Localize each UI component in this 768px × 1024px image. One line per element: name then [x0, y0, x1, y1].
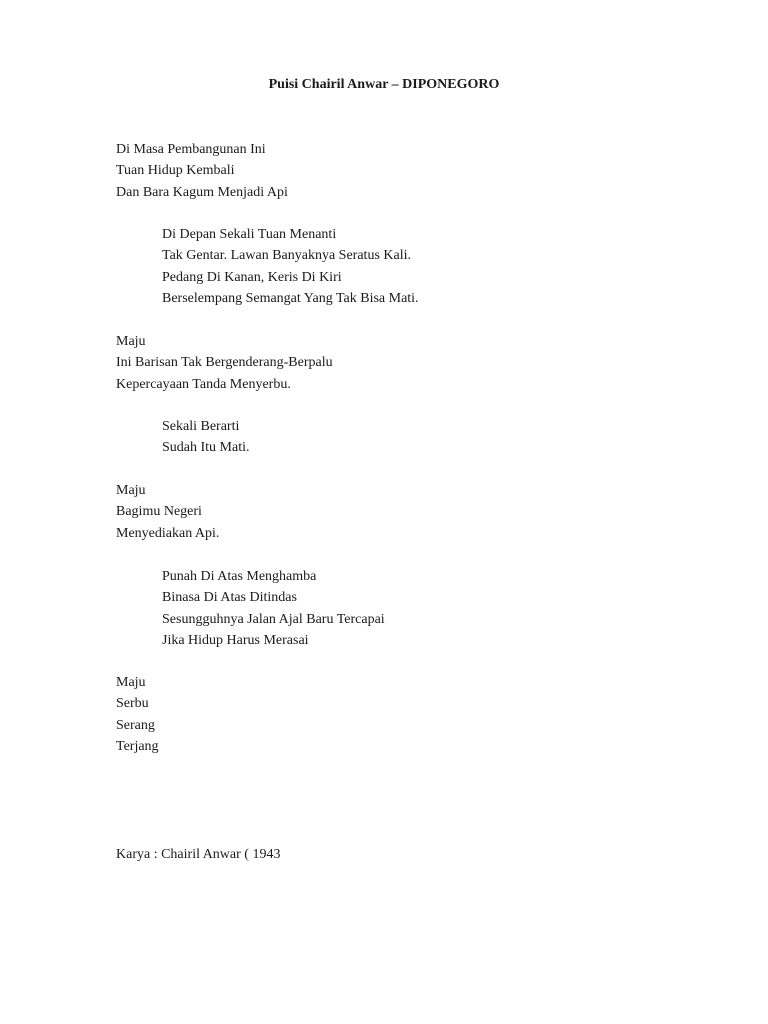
poem-line: Sekali Berarti [162, 419, 240, 434]
stanza-6 [162, 566, 385, 651]
poem-line: Pedang Di Kanan, Keris Di Kiri [162, 269, 342, 285]
poem-line: Kepercayaan Tanda Menyerbu. [116, 376, 291, 392]
poem-line: Maju [116, 483, 146, 498]
poem-line: Tuan Hidup Kembali [116, 163, 235, 179]
stanza-2 [162, 224, 419, 309]
stanza-4 [162, 416, 250, 459]
author-credit: Karya : Chairil Anwar ( 1943 [116, 847, 281, 862]
poem-line: Sudah Itu Mati. [162, 440, 250, 456]
poem-line: Binasa Di Atas Ditindas [162, 590, 297, 606]
stanza-5 [116, 480, 219, 544]
poem-line: Di Masa Pembangunan Ini [116, 142, 266, 157]
poem-line: Sesungguhnya Jalan Ajal Baru Tercapai [162, 611, 385, 627]
poem-line: Terjang [116, 738, 159, 754]
poem-line: Berselempang Semangat Yang Tak Bisa Mati. [162, 290, 419, 306]
poem-line: Serang [116, 717, 155, 733]
poem-line: Serbu [116, 696, 149, 712]
poem-line: Ini Barisan Tak Bergenderang-Berpalu [116, 355, 333, 371]
stanza-3 [116, 331, 333, 395]
stanza-7 [116, 672, 159, 757]
poem-line: Maju [116, 675, 146, 690]
poem-line: Maju [116, 334, 146, 349]
page-title: Puisi Chairil Anwar – DIPONEGORO [268, 77, 500, 92]
poem-line: Bagimu Negeri [116, 504, 202, 520]
poem-line: Punah Di Atas Menghamba [162, 569, 317, 584]
poem-line: Menyediakan Api. [116, 525, 220, 541]
poem-line: Di Depan Sekali Tuan Menanti [162, 227, 337, 242]
stanza-1 [116, 139, 288, 203]
poem-line: Tak Gentar. Lawan Banyaknya Seratus Kali. [162, 248, 411, 264]
poem-line: Jika Hidup Harus Merasai [162, 632, 309, 648]
poem-line: Dan Bara Kagum Menjadi Api [116, 184, 288, 200]
